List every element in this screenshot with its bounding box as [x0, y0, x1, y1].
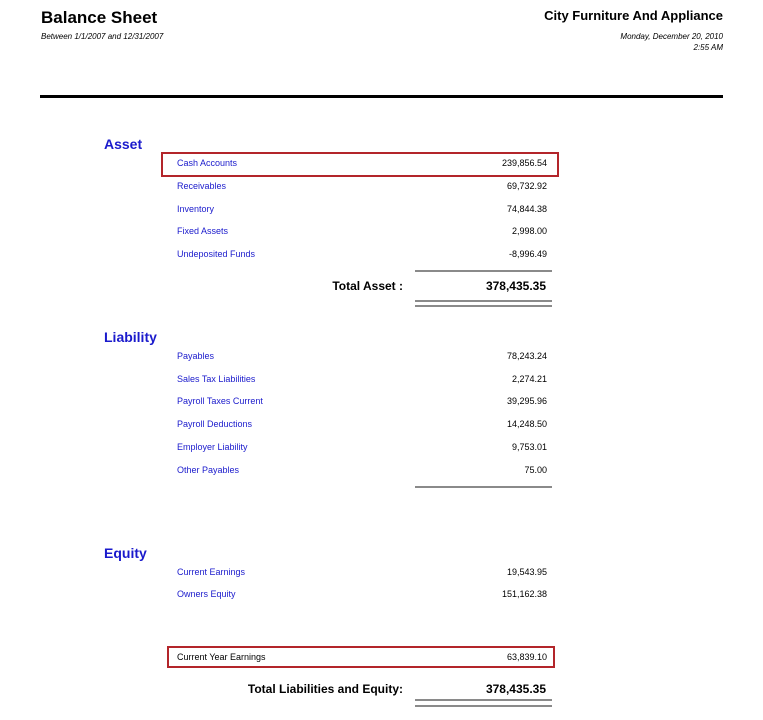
asset-total-rule-top	[415, 270, 552, 272]
total-liabilities-equity-label: Total Liabilities and Equity:	[247, 682, 403, 696]
section-title-asset: Asset	[104, 136, 143, 152]
row-value: 2,998.00	[511, 226, 547, 236]
row-value: 69,732.92	[506, 181, 547, 191]
row-label[interactable]: Payables	[177, 351, 215, 361]
row-value: -8,996.49	[508, 249, 547, 259]
row-label[interactable]: Sales Tax Liabilities	[177, 374, 256, 384]
liability-row-payables[interactable]	[177, 351, 547, 365]
row-value: 151,162.38	[501, 589, 547, 599]
row-label[interactable]: Owners Equity	[177, 589, 236, 599]
liability-row-sales-tax[interactable]	[177, 374, 547, 388]
report-time: 2:55 AM	[693, 43, 723, 52]
row-value: 14,248.50	[506, 419, 547, 429]
report-date-range: Between 1/1/2007 and 12/31/2007	[41, 32, 164, 41]
row-value: 239,856.54	[501, 158, 547, 168]
row-label: Current Year Earnings	[177, 652, 266, 662]
report-datetime	[620, 31, 723, 53]
row-value: 78,243.24	[506, 351, 547, 361]
report-title: Balance Sheet	[41, 8, 158, 27]
row-value: 39,295.96	[506, 396, 547, 406]
row-label[interactable]: Employer Liability	[177, 442, 248, 452]
liability-total-rule	[415, 486, 552, 488]
asset-row-cash-accounts[interactable]	[177, 158, 547, 172]
liability-row-other-payables[interactable]	[177, 465, 547, 479]
row-value: 75.00	[524, 465, 547, 475]
asset-row-receivables[interactable]	[177, 181, 547, 195]
equity-row-current-year-earnings	[177, 652, 547, 666]
asset-total-value: 378,435.35	[485, 279, 546, 293]
asset-total-label: Total Asset :	[332, 279, 403, 293]
row-value: 74,844.38	[506, 204, 547, 214]
asset-total-rule-double-2	[415, 305, 552, 307]
row-label[interactable]: Cash Accounts	[177, 158, 238, 168]
row-label[interactable]: Inventory	[177, 204, 215, 214]
liability-row-payroll-taxes[interactable]	[177, 396, 547, 410]
total-liabilities-equity-value: 378,435.35	[485, 682, 546, 696]
equity-row-owners-equity[interactable]	[177, 589, 547, 603]
row-value: 19,543.95	[506, 567, 547, 577]
liability-row-employer-liability[interactable]	[177, 442, 547, 456]
row-label[interactable]: Payroll Deductions	[177, 419, 253, 429]
section-title-liability: Liability	[104, 329, 157, 345]
asset-total-rule-double-1	[415, 300, 552, 302]
row-label[interactable]: Payroll Taxes Current	[177, 396, 263, 406]
asset-row-inventory[interactable]	[177, 204, 547, 218]
row-label[interactable]: Undeposited Funds	[177, 249, 256, 259]
row-value: 2,274.21	[511, 374, 547, 384]
total-liabilities-equity-rule-2	[415, 705, 552, 707]
total-liabilities-equity-rule-1	[415, 699, 552, 701]
liability-row-payroll-deductions[interactable]	[177, 419, 547, 433]
header-divider	[40, 95, 723, 98]
row-label[interactable]: Other Payables	[177, 465, 240, 475]
row-label[interactable]: Current Earnings	[177, 567, 246, 577]
row-value: 63,839.10	[506, 652, 547, 662]
row-label[interactable]: Receivables	[177, 181, 227, 191]
row-value: 9,753.01	[511, 442, 547, 452]
asset-row-undeposited-funds[interactable]	[177, 249, 547, 263]
report-date: Monday, December 20, 2010	[620, 32, 723, 41]
equity-row-current-earnings[interactable]	[177, 567, 547, 581]
section-title-equity: Equity	[104, 545, 147, 561]
asset-row-fixed-assets[interactable]	[177, 226, 547, 240]
row-label[interactable]: Fixed Assets	[177, 226, 229, 236]
company-name: City Furniture And Appliance	[544, 8, 723, 23]
